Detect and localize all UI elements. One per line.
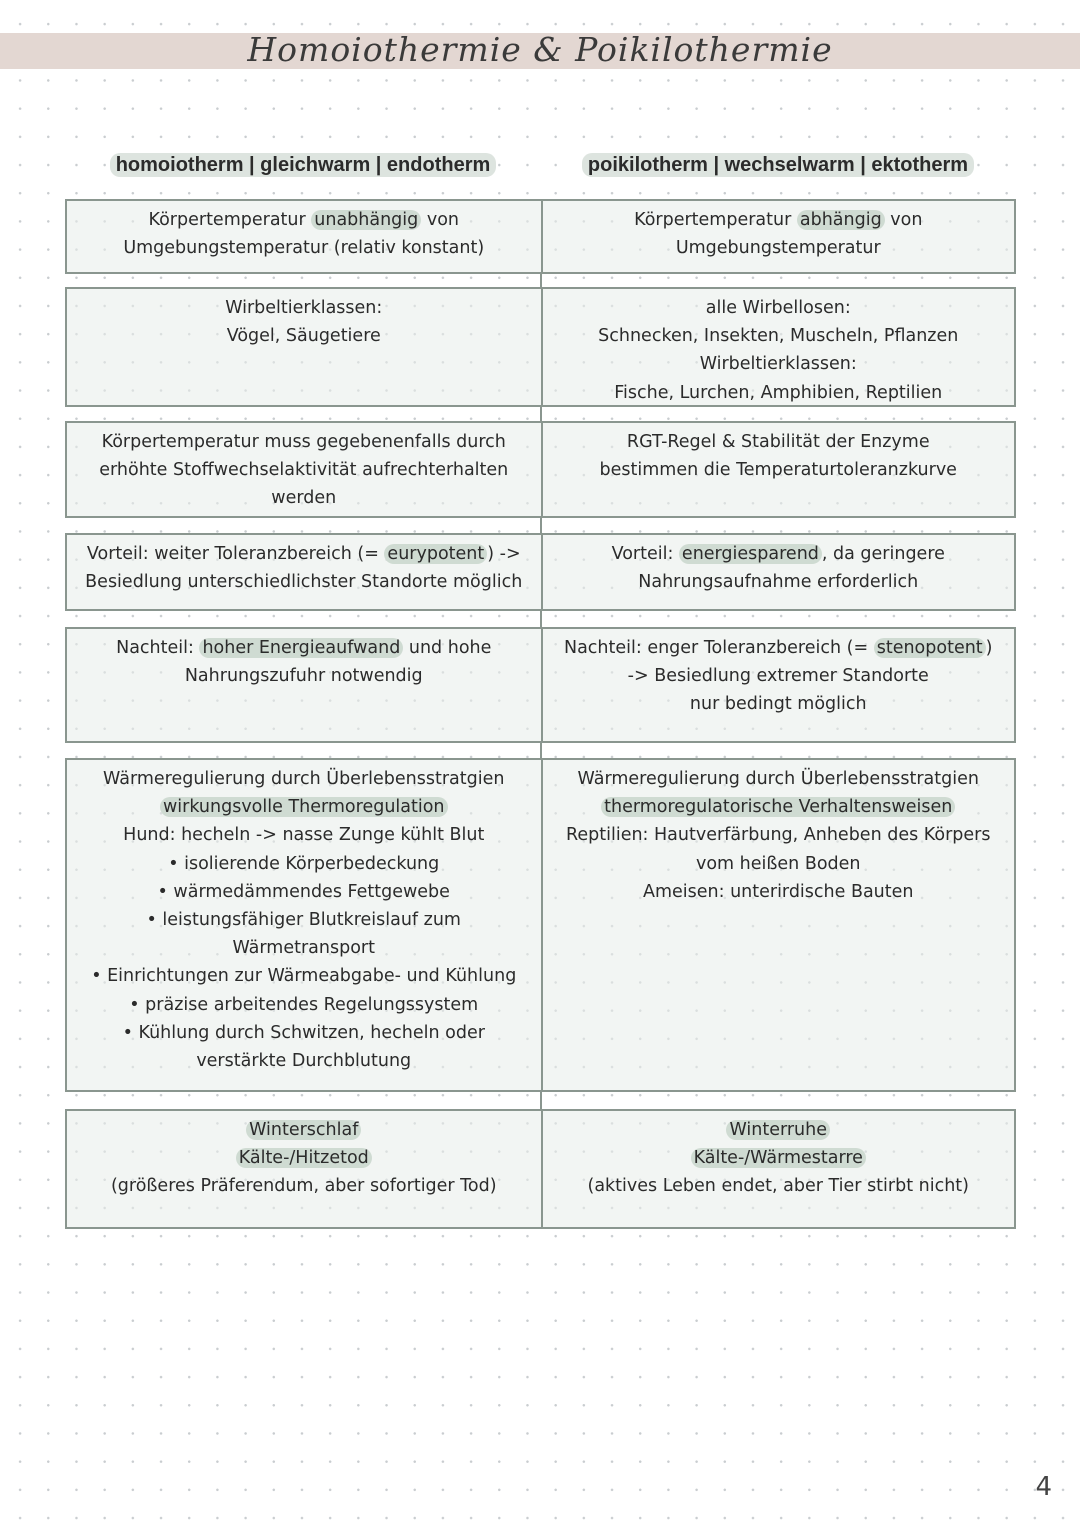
cell-text: -> Besiedlung extremer Standorte [627,666,929,687]
cell-text: von [884,210,923,230]
cell-line [67,1047,541,1075]
page-number: 4 [1035,1472,1052,1502]
cell-line [67,322,541,350]
cell-right [541,423,1015,516]
cell-right [541,535,1015,609]
cell-line [543,850,1015,878]
cell-text: ) -> [487,544,521,564]
cell-text: Hund: hecheln -> nasse Zunge kühlt Blut [123,825,485,846]
table-row [65,533,1016,611]
cell-line [67,962,541,990]
row-connector [540,1092,542,1109]
cell-text: ) [985,638,993,658]
table-row [65,1109,1016,1229]
highlighted-term: hoher Energieaufwand [199,638,403,658]
cell-line [543,878,1015,906]
highlighted-term: Winterschlaf [246,1120,361,1140]
cell-text: • Einrichtungen zur Wärmeabgabe- und Kühlung [91,966,517,987]
row-connector [540,274,542,287]
row-connector [540,611,542,627]
cell-text: Vögel, Säugetiere [226,326,381,347]
cell-text: , da geringere [821,544,945,564]
cell-right [541,629,1015,741]
column-header-poikilotherm-label: poikilotherm | wechselwarm | ektotherm [582,153,974,177]
highlighted-term: unabhängig [311,210,421,230]
cell-left [67,535,541,609]
cell-line [67,634,541,662]
cell-text: Vorteil: weiter Toleranzbereich (= [86,544,385,564]
highlighted-term: wirkungsvolle Thermoregulation [160,797,448,817]
highlighted-term: Kälte-/Wärmestarre [691,1148,866,1168]
cell-text: • präzise arbeitendes Regelungssystem [129,994,479,1015]
highlighted-term: energiesparend [679,544,822,564]
cell-text: Umgebungstemperatur [675,238,881,259]
cell-line [543,821,1015,849]
row-connector [540,743,542,758]
cell-left [67,760,541,1090]
cell-line [67,1144,541,1172]
cell-line [67,484,541,512]
cell-line [67,1116,541,1144]
column-header-homoiotherm-label: homoiotherm | gleichwarm | endotherm [110,153,497,177]
table-row [65,627,1016,743]
cell-text: Wärmeregulierung durch Überlebensstratgien [103,769,505,789]
row-connector [540,518,542,533]
cell-text: Wärmetransport [232,938,375,959]
cell-line [67,428,541,456]
cell-line [67,821,541,849]
cell-text: Nachteil: [116,638,200,658]
cell-text: vom heißen Boden [695,853,861,874]
cell-line [67,540,541,568]
cell-text: von [421,210,459,230]
highlighted-term: stenopotent [874,638,986,658]
column-header-poikilotherm [540,151,1016,179]
cell-text: Reptilien: Hautverfärbung, Anheben des Körpers [566,825,991,846]
highlighted-term: Winterruhe [726,1120,830,1140]
cell-line [543,690,1015,718]
cell-line [67,850,541,878]
cell-right [541,760,1015,1090]
cell-text: Fische, Lurchen, Amphibien, Reptilien [614,382,943,403]
cell-text: verstärkte Durchblutung [196,1051,412,1072]
cell-line [67,793,541,821]
cell-line [67,765,541,793]
cell-text: Nahrungsaufnahme erforderlich [638,572,919,593]
cell-text: • leistungsfähiger Blutkreislauf zum [146,910,461,931]
cell-line [543,634,1015,662]
cell-text: erhöhte Stoffwechselaktivität aufrechterhalten [99,460,509,481]
cell-line [67,934,541,962]
cell-line [67,294,541,322]
highlighted-term: Kälte-/Hitzetod [236,1148,372,1168]
cell-left [67,629,541,741]
cell-line [67,991,541,1019]
cell-line [543,322,1015,350]
cell-text: Ameisen: unterirdische Bauten [642,881,914,902]
cell-text: Körpertemperatur [634,210,797,230]
cell-line [543,1116,1015,1144]
cell-text: werden [271,488,337,509]
cell-text: nur bedingt möglich [689,694,867,715]
cell-left [67,423,541,516]
cell-left [67,201,541,272]
cell-line [543,350,1015,378]
cell-line [543,456,1015,484]
cell-text: Nachteil: enger Toleranzbereich (= [563,638,874,658]
cell-text: Körpertemperatur muss gegebenenfalls durch [101,432,506,452]
cell-text: (aktives Leben endet, aber Tier stirbt nicht) [587,1176,969,1197]
cell-text: Umgebungstemperatur (relativ konstant) [123,238,485,259]
cell-line [543,234,1015,262]
cell-text: Nahrungszufuhr notwendig [184,666,423,687]
cell-text: (größeres Präferendum, aber sofortiger Tod) [110,1176,497,1197]
column-header-homoiotherm [65,151,541,179]
cell-line [67,1019,541,1047]
cell-line [543,793,1015,821]
cell-text: alle Wirbellosen: [705,298,851,318]
cell-line [67,206,541,234]
cell-text: RGT-Regel & Stabilität der Enzyme [626,432,930,452]
table-row [65,421,1016,518]
cell-left [67,1111,541,1227]
cell-line [67,906,541,934]
cell-line [67,662,541,690]
table-row [65,199,1016,274]
highlighted-term: thermoregulatorische Verhaltensweisen [601,797,955,817]
cell-line [67,456,541,484]
cell-line [67,568,541,596]
table-row [65,287,1016,407]
cell-line [543,662,1015,690]
cell-text: bestimmen die Temperaturtoleranzkurve [599,460,957,481]
cell-text: und hohe [403,638,492,658]
cell-line [67,234,541,262]
cell-text: Wirbeltierklassen: [225,298,383,318]
cell-text: • isolierende Körperbedeckung [168,853,440,874]
row-connector [540,407,542,421]
cell-line [543,540,1015,568]
cell-line [543,294,1015,322]
highlighted-term: eurypotent [384,544,487,564]
cell-right [541,1111,1015,1227]
cell-line [543,428,1015,456]
cell-line [543,568,1015,596]
cell-left [67,289,541,405]
cell-right [541,201,1015,272]
cell-line [543,206,1015,234]
cell-right [541,289,1015,405]
page-title: Homoiothermie & Poikilothermie [247,30,833,69]
cell-line [543,1172,1015,1200]
cell-text: • wärmedämmendes Fettgewebe [157,881,450,902]
highlighted-term: abhängig [797,210,885,230]
cell-text: Vorteil: [611,544,679,564]
cell-line [67,878,541,906]
table-row [65,758,1016,1092]
cell-text: Wirbeltierklassen: [699,354,857,375]
cell-line [67,1172,541,1200]
cell-text: Schnecken, Insekten, Muscheln, Pflanzen [598,326,959,347]
cell-line [543,765,1015,793]
cell-text: • Kühlung durch Schwitzen, hecheln oder [122,1022,485,1043]
cell-text: Körpertemperatur [148,210,312,230]
cell-text: Wärmeregulierung durch Überlebensstratgien [577,769,979,789]
cell-text: Besiedlung unterschiedlichster Standorte möglich [85,572,523,593]
cell-line [543,1144,1015,1172]
cell-line [543,379,1015,407]
